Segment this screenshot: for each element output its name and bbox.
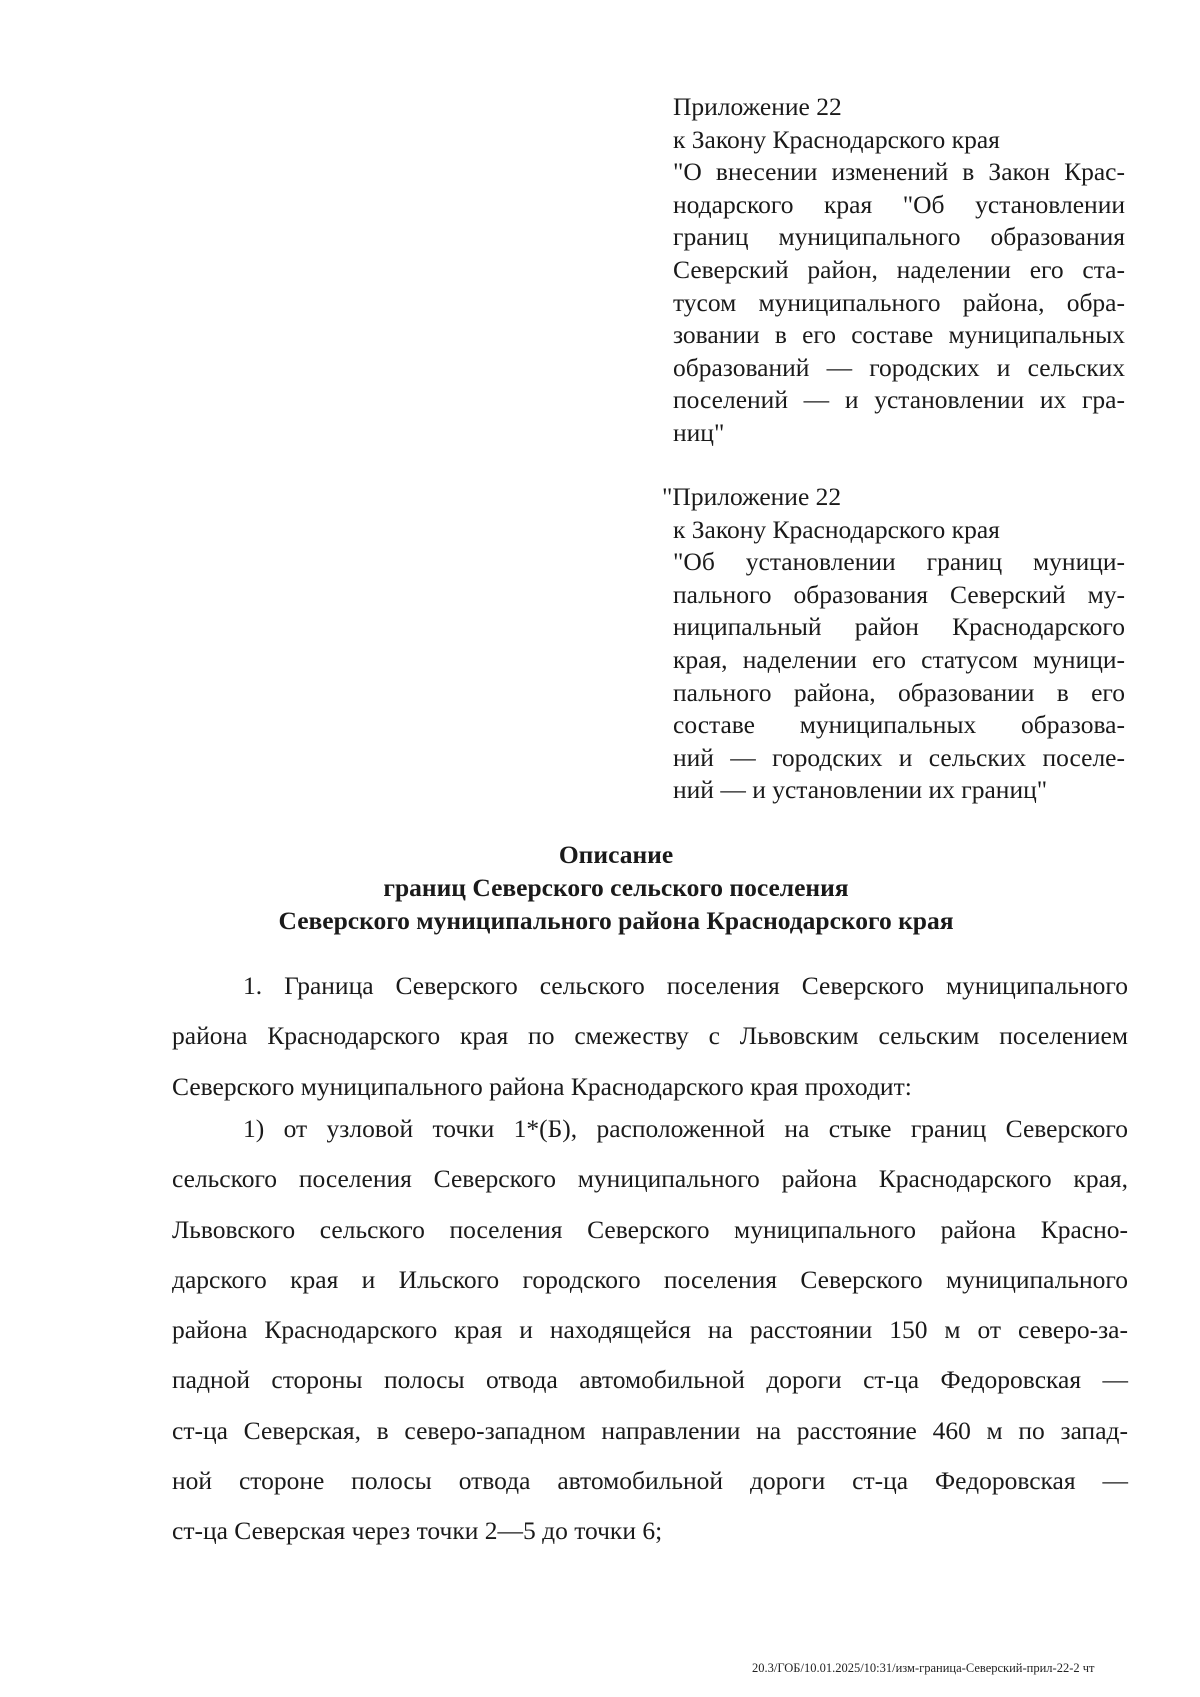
title-line: Северского муниципального района Краснодарского края bbox=[278, 906, 954, 935]
annex-line: зовании в его составе муниципальных bbox=[673, 320, 1125, 350]
paragraph-line: ной стороне полосы отвода автомобильной дороги ст-ца Федоровская — bbox=[172, 1466, 1128, 1496]
paragraph-line: ст-ца Северская через точки 2—5 до точки 6; bbox=[172, 1516, 663, 1546]
annex-line: "Приложение 22 bbox=[662, 482, 842, 511]
annex-line: "Об установлении границ муници- bbox=[673, 547, 1125, 577]
annex-line: ний — и установлении их границ" bbox=[673, 775, 1048, 805]
paragraph-line: 1. Граница Северского сельского поселения Северского муниципального bbox=[243, 971, 1128, 1000]
annex-line: тусом муниципального района, обра- bbox=[673, 287, 1125, 317]
footer-file-reference: 20.3/ГОБ/10.01.2025/10:31/изм-граница-Северский-прил-22-2 чт bbox=[752, 1661, 1095, 1675]
paragraph-line: падной стороны полосы отвода автомобильной дороги ст-ца Федоровская — bbox=[172, 1365, 1128, 1395]
annex-line: ниц" bbox=[673, 417, 725, 447]
annex-line: границ муниципального образования bbox=[673, 222, 1125, 252]
paragraph-line: Северского муниципального района Краснодарского края проходит: bbox=[172, 1071, 912, 1101]
annex-line: Приложение 22 bbox=[673, 92, 842, 121]
annex-header-original bbox=[662, 481, 1125, 807]
annex-line: пального района, образовании в его bbox=[673, 677, 1125, 707]
paragraph-line: 1) от узловой точки 1*(Б), расположенной на стыке границ Северского bbox=[243, 1114, 1128, 1143]
annex-line: нодарского края "Об установлении bbox=[673, 189, 1125, 219]
title-line: Описание bbox=[558, 840, 674, 869]
annex-line: ний — городских и сельских поселе- bbox=[673, 742, 1125, 772]
annex-line: Северский район, наделении его ста- bbox=[673, 254, 1125, 284]
paragraph-line: ст-ца Северская, в северо-западном направлении на расстояние 460 м по запад- bbox=[172, 1415, 1128, 1445]
paragraph-line: района Краснодарского края и находящейся на расстоянии 150 м от северо-за- bbox=[172, 1315, 1128, 1345]
paragraph-line: района Краснодарского края по смежеству с Львовским сельским поселением bbox=[172, 1021, 1128, 1051]
annex-line: края, наделении его статусом муници- bbox=[673, 644, 1125, 674]
annex-line: "О внесении изменений в Закон Крас- bbox=[673, 157, 1125, 187]
document-title bbox=[0, 838, 1200, 937]
title-line: границ Северского сельского поселения bbox=[383, 873, 849, 902]
paragraph-line: дарского края и Ильского городского поселения Северского муниципального bbox=[172, 1264, 1128, 1294]
paragraph-1 bbox=[172, 961, 1128, 1112]
annex-line: поселений — и установлении их гра- bbox=[673, 385, 1125, 415]
annex-line: составе муниципальных образова- bbox=[673, 710, 1125, 740]
annex-header-current bbox=[673, 91, 1125, 450]
annex-line: пального образования Северский му- bbox=[673, 579, 1125, 609]
paragraph-2 bbox=[172, 1104, 1128, 1557]
paragraph-line: Львовского сельского поселения Северского муниципального района Красно- bbox=[172, 1214, 1128, 1244]
annex-line: к Закону Краснодарского края bbox=[673, 514, 1000, 544]
annex-line: к Закону Краснодарского края bbox=[673, 124, 1000, 154]
annex-line: ниципальный район Краснодарского bbox=[673, 612, 1125, 642]
paragraph-line: сельского поселения Северского муниципального района Краснодарского края, bbox=[172, 1164, 1128, 1194]
annex-line: образований — городских и сельских bbox=[673, 352, 1125, 382]
